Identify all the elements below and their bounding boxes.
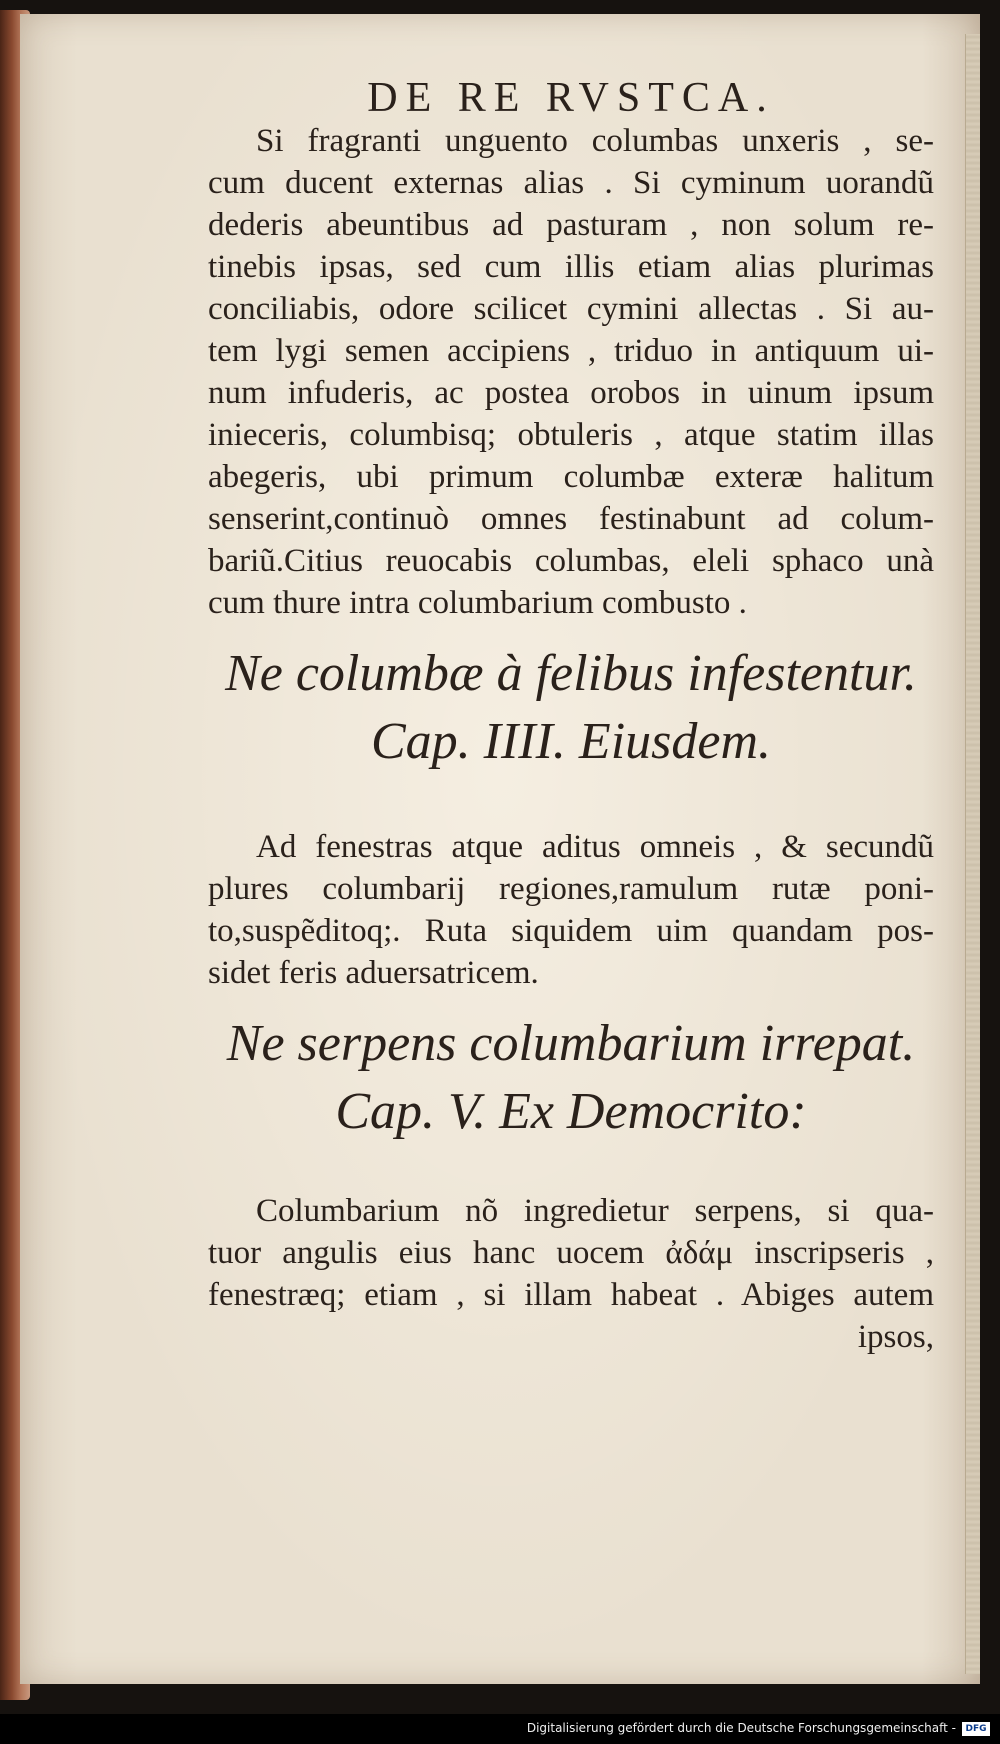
text-line: bariũ.Citius reuocabis columbas, eleli sphaco unà	[208, 543, 934, 579]
text-line: abegeris, ubi primum columbæ exteræ halitum	[208, 459, 934, 495]
text-line: cum thure intra columbarium combusto .	[208, 585, 747, 621]
text-line: Columbarium nõ ingredietur serpens, si qua-	[256, 1193, 934, 1229]
text-line: Ad fenestras atque aditus omneis , & secundũ	[256, 829, 934, 865]
text-line: cum ducent externas alias . Si cyminum uorandũ	[208, 165, 934, 201]
text-line: Si fragranti unguento columbas unxeris , se-	[256, 123, 934, 159]
chapter-heading-5	[208, 1010, 934, 1146]
running-head: DE RE RVSTCA.	[367, 75, 775, 121]
text-line: plures columbarij regiones,ramulum rutæ poni-	[208, 871, 934, 907]
text-line: dederis abeuntibus ad pasturam , non solum re-	[208, 207, 934, 243]
text-line: to,suspẽditoq;. Ruta siquidem uim quandam pos-	[208, 913, 934, 949]
chapter-title: Ne serpens columbarium irrepat.	[226, 1015, 916, 1072]
text-line: tinebis ipsas, sed cum illis etiam alias plurimas	[208, 249, 934, 285]
text-line: conciliabis, odore scilicet cymini allectas . Si au-	[208, 291, 934, 327]
text-line: senserint,continuò omnes festinabunt ad colum-	[208, 501, 934, 537]
chapter-number: Cap. V. Ex Democrito:	[335, 1083, 807, 1140]
text-line: tem lygi semen accipiens , triduo in antiquum ui-	[208, 333, 934, 369]
text-line: tuor angulis eius hanc uocem ἀδάμ inscripseris ,	[208, 1235, 934, 1271]
footer-credit: Digitalisierung gefördert durch die Deutsche Forschungsgemeinschaft -	[526, 1721, 956, 1735]
body-paragraph-2	[208, 826, 934, 994]
chapter-heading-4	[208, 640, 934, 776]
text-line: num infuderis, ac postea orobos in uinum ipsum	[208, 375, 934, 411]
text-line: inieceris, columbisq; obtuleris , atque statim illas	[208, 417, 934, 453]
dfg-logo: DFG	[962, 1722, 990, 1736]
catchword: ipsos,	[857, 1319, 934, 1355]
body-paragraph-1	[208, 120, 934, 624]
body-paragraph-3	[208, 1190, 934, 1358]
page-fore-edge	[965, 34, 980, 1674]
text-line: sidet feris aduersatricem.	[208, 955, 539, 991]
digitization-footer	[0, 1714, 1000, 1744]
chapter-number: Cap. IIII. Eiusdem.	[370, 713, 772, 770]
chapter-title: Ne columbæ à felibus infestentur.	[225, 645, 917, 702]
text-line: fenestræq; etiam , si illam habeat . Abiges autem	[208, 1277, 934, 1313]
